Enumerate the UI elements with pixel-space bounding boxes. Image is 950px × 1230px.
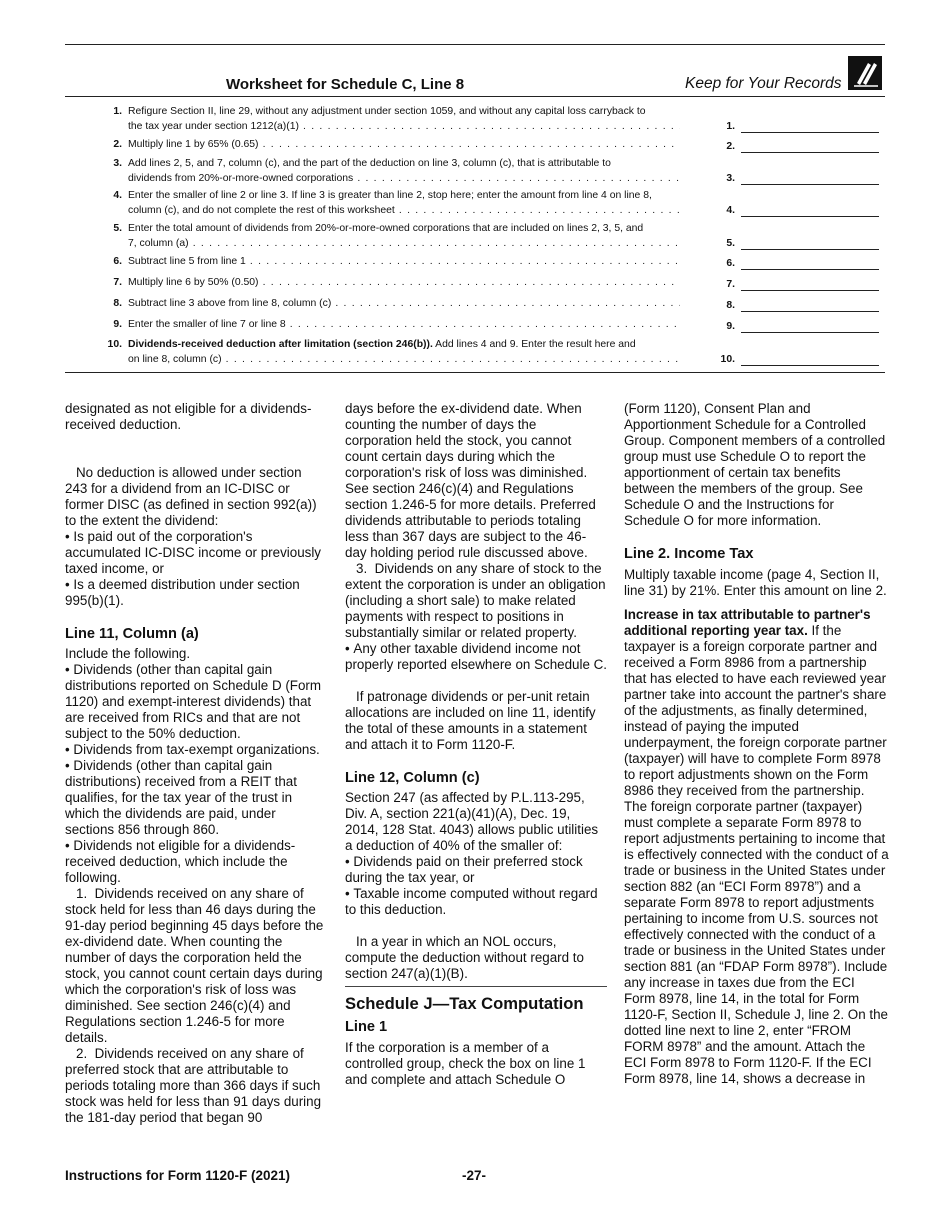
row-text: 7, column (a) . . . [128, 238, 680, 249]
row-text: on line 8, column (c) . . . [128, 354, 680, 365]
bullet-item: • Taxable income computed without regard to this deduction. [345, 886, 607, 918]
row-text: Refigure Section II, line 29, without any adjustment under section 1059, and without any capital loss carryback to [128, 106, 646, 117]
answer-label: 6. [726, 258, 735, 269]
row-number: 4. [113, 190, 122, 201]
row-bold-text: Dividends-received deduction after limitation (section 246(b)). [128, 339, 433, 350]
paragraph: Section 247 (as affected by P.L.113-295, Div. A, section 221(a)(41)(A), Dec. 19, 2014, 128 Stat. 4043) allows public utilities a deduction of 40% of the smaller of: [345, 790, 599, 853]
worksheet-bottom-rule [65, 372, 885, 373]
paragraph: If patronage dividends or per-unit retain allocations are included on line 11, identify the total of these amounts in a statement and attach it to Form 1120-F. [345, 689, 596, 752]
numbered-item: 1. Dividends received on any share of stock held for less than 46 days during the 91-day period beginning 45 days before the ex-dividend date. When counting the number of days the corporation held the stock, you cannot count certain days during which the corporation's risk of loss was diminished. See section 246(c)(4) and Regulations section 1.246-5 for more details. [65, 886, 324, 1045]
answer-label: 2. [726, 141, 735, 152]
section-heading: Line 11, Column (a) [65, 626, 199, 642]
bullet-item: • Dividends from tax-exempt organizations. [65, 742, 327, 758]
paragraph [624, 607, 889, 1087]
answer-field[interactable] [741, 277, 879, 291]
answer-label: 9. [726, 321, 735, 332]
answer-field[interactable] [741, 236, 879, 250]
answer-label: 10. [720, 354, 735, 365]
row-text: column (c), and do not complete the rest of this worksheet . . . [128, 205, 680, 216]
row-number: 1. [113, 106, 122, 117]
row-number: 9. [113, 319, 122, 330]
answer-label: 3. [726, 173, 735, 184]
bullet-item: • Any other taxable dividend income not properly reported elsewhere on Schedule C. [345, 641, 607, 673]
row-text: the tax year under section 1212(a)(1) . . . [128, 121, 680, 132]
keep-for-records-label: Keep for Your Records [685, 75, 842, 92]
subsection-heading: Line 1 [345, 1019, 388, 1035]
answer-label: 8. [726, 300, 735, 311]
bullet-item: • Is a deemed distribution under section 995(b)(1). [65, 577, 327, 609]
paragraph: If the corporation is a member of a controlled group, check the box on line 1 and complete and attach Schedule O [345, 1040, 586, 1087]
answer-field[interactable] [741, 352, 879, 366]
answer-field[interactable] [741, 203, 879, 217]
answer-field[interactable] [741, 319, 879, 333]
bullet-item: • Dividends (other than capital gain distributions reported on Schedule D (Form 1120) and exempt-interest dividends) that are received from RICs and that are not subject to the 50% deduction. [65, 662, 327, 742]
row-text: Add lines 2, 5, and 7, column (c), and the part of the deduction on line 3, column (c), that is attributable to [128, 158, 611, 169]
row-text: Multiply line 6 by 50% (0.50) . . . [128, 277, 680, 288]
paragraph: Include the following. [65, 646, 191, 661]
worksheet-title: Worksheet for Schedule C, Line 8 [226, 76, 465, 93]
row-text: dividends from 20%-or-more-owned corporations . . . [128, 173, 680, 184]
paragraph: No deduction is allowed under section 243 for a dividend from an IC-DISC or former DISC (as defined in section 992(a)) to the extent the dividend: [65, 465, 317, 528]
row-text: Enter the smaller of line 7 or line 8 . . . [128, 319, 680, 330]
answer-field[interactable] [741, 256, 879, 270]
section-divider [345, 986, 607, 987]
row-number: 2. [113, 139, 122, 150]
bullet-item: • Dividends paid on their preferred stock during the tax year, or [345, 854, 607, 886]
bullet-item: • Dividends not eligible for a dividends-received deduction, which include the following. [65, 838, 327, 886]
answer-label: 1. [726, 121, 735, 132]
pen-icon [848, 56, 882, 90]
answer-label: 7. [726, 279, 735, 290]
row-text: Subtract line 3 above from line 8, column (c) . . . [128, 298, 680, 309]
row-number: 3. [113, 158, 122, 169]
paragraph: Multiply taxable income (page 4, Section II, line 31) by 21%. Enter this amount on line 2. [624, 567, 887, 598]
row-text: Enter the total amount of dividends from 20%-or-more-owned corporations that are included on lines 2, 3, 5, and [128, 223, 644, 234]
answer-field[interactable] [741, 119, 879, 133]
row-number: 8. [113, 298, 122, 309]
row-text: Enter the smaller of line 2 or line 3. If line 3 is greater than line 2, stop here; enter the amount from line 4 on line 8, [128, 190, 652, 201]
row-number: 5. [113, 223, 122, 234]
text-column-2 [345, 401, 607, 1088]
top-rule [65, 44, 885, 45]
section-heading: Line 2. Income Tax [624, 546, 754, 562]
bullet-item: • Is paid out of the corporation's accumulated IC-DISC income or previously taxed income, or [65, 529, 327, 577]
paragraph: (Form 1120), Consent Plan and Apportionment Schedule for a Controlled Group. Component members of a controlled group must use Schedule O to report the apportionment of certain tax benefits between the members of the group. See Schedule O and the Instructions for Schedule O for more information. [624, 401, 886, 528]
row-text: Subtract line 5 from line 1 . . . [128, 256, 680, 267]
row-number: 6. [113, 256, 122, 267]
answer-field[interactable] [741, 171, 879, 185]
text-column-1 [65, 401, 327, 1126]
page-number: -27- [462, 1168, 487, 1183]
row-number: 10. [107, 339, 122, 350]
numbered-item: 3. Dividends on any share of stock to the extent the corporation is under an obligation (including a short sale) to make related payments with respect to positions in substantially similar or related property. [345, 561, 606, 640]
row-text: Multiply line 1 by 65% (0.65) . . . [128, 139, 680, 150]
paragraph-lead: Increase in tax attributable to partner's additional reporting year tax. [624, 607, 871, 638]
section-heading: Line 12, Column (c) [345, 770, 480, 786]
bullet-item: • Dividends (other than capital gain distributions) received from a REIT that qualifies, for the tax year of the trust in which the dividends are paid, under sections 856 through 860. [65, 758, 327, 838]
numbered-item: 2. Dividends received on any share of preferred stock that are attributable to periods totaling more than 366 days if such stock was held for less than 91 days during the 181-day period that began 90 [65, 1046, 322, 1125]
paragraph-body: If the taxpayer is a foreign corporate partner and received a Form 8986 from a partnership that has elected to have each reviewed year partner take into account the partner's share of the adjustments, as finally determined, instead of paying the imputed underpayment, the foreign corporate partner (taxpayer) will have to complete Form 8978 to report adjustments shown on the Form 8986 they received from the partnership. The foreign corporate partner (taxpayer) must complete a separate Form 8978 to report adjustments pertaining to income that is effectively connected with the conduct of a trade or business in the United States under section 882 (an “ECI Form 8978”) and a separate Form 8978 to report adjustments pertaining to income from U.S. sources not effectively connected with the conduct of a trade or business in the United States under section 881 (an “FDAP Form 8978”). Include any increase in taxes due from the ECI Form 8978, line 14, in the total for Form 1120-F, Section II, Schedule J, line 2. On the dotted line next to line 2, enter “FROM FORM 8978” and the amount. Attach the ECI Form 8978 to Form 1120-F. If the ECI Form 8978, line 14, shows a decrease in [624, 623, 889, 1086]
paragraph: days before the ex-dividend date. When counting the number of days the corporation held the stock, you cannot count certain days during which the corporation's risk of loss was diminished. See section 246(c)(4) and Regulations section 1.246-5 for more details. Preferred dividends attributable to periods totaling less than 367 days are subject to the 46-day holding period rule discussed above. [345, 401, 596, 560]
answer-label: 4. [726, 205, 735, 216]
worksheet-header-rule [65, 96, 885, 97]
answer-field[interactable] [741, 298, 879, 312]
paragraph: designated as not eligible for a dividends-received deduction. [65, 401, 312, 432]
answer-label: 5. [726, 238, 735, 249]
footer-form-title: Instructions for Form 1120-F (2021) [65, 1168, 291, 1183]
row-text: Add lines 4 and 9. Enter the result here and [432, 339, 636, 350]
section-heading: Schedule J—Tax Computation [345, 994, 584, 1013]
row-number: 7. [113, 277, 122, 288]
answer-field[interactable] [741, 139, 879, 153]
text-column-3 [624, 401, 889, 1087]
paragraph: In a year in which an NOL occurs, compute the deduction without regard to section 247(a)(1)(B). [345, 934, 584, 981]
